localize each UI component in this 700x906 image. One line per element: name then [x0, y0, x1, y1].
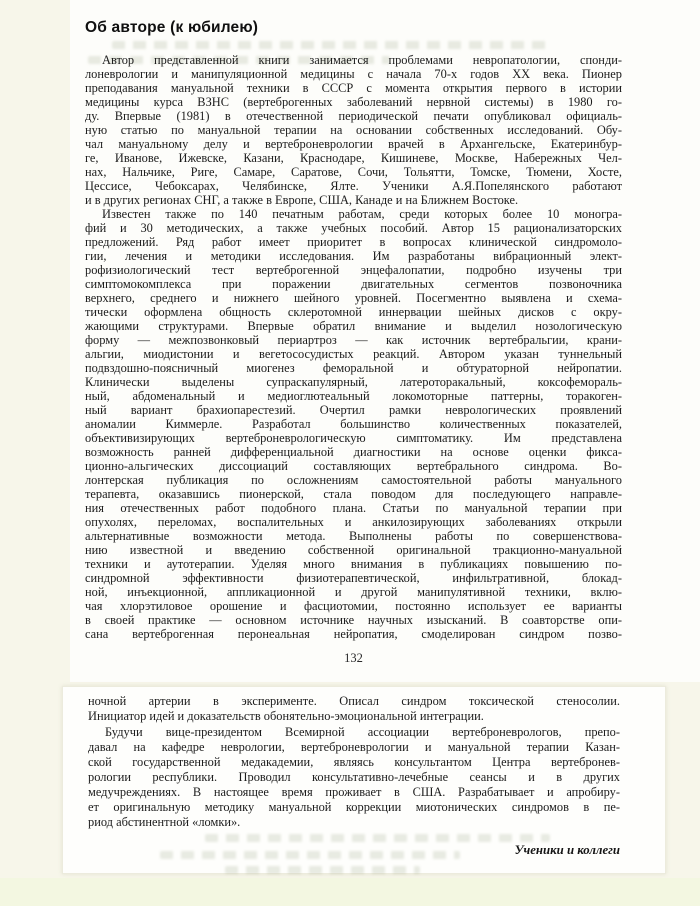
text-line: чал мануальному делу и вертеброневрологии врачей в Архангельске, Екатеринбур-	[85, 137, 622, 151]
text-line: ной, инъекционной, аппликационной и другой манипулятивной техники, вклю-	[85, 585, 622, 599]
text-line: Известен также по 140 печатным работам, среди которых более 10 моногра-	[102, 207, 622, 221]
text-line: верхнего, среднего и нижнего шейного уровней. Посегментно выявлена и схема-	[85, 291, 622, 305]
text-line: подвздошно-поясничный миогенез феморальной и обтураторной нейропатии.	[85, 361, 622, 375]
text-line: лонтерская публикация по осложнениям самостоятельной работы мануального	[85, 473, 622, 487]
text-line: опухолях, переломах, воспалительных и анкилозирующих заболеваниях открыли	[85, 515, 622, 529]
text-line: ния отечественных работ подобного плана. Статьи по мануальной терапии при	[85, 501, 622, 515]
text-line: риод абстинентной «ломки».	[88, 815, 241, 829]
text-line: жающими структурами. Впервые обратил внимание и выделил нозологическую	[85, 319, 622, 333]
text-line: ный вариант брахиопарестезий. Очертил рамки неврологических проявлений	[85, 403, 622, 417]
paragraph	[88, 694, 620, 724]
text-line: Клинически выделены супраскапулярный, латероторакальный, коксофемораль-	[85, 375, 622, 389]
text-line: медицины курса ВЗНС (вертеброгенных заболеваний нервной системы) в 1980 го-	[85, 95, 622, 109]
text-line: объективизирующих вертеброневрологическую симптоматику. Им представлена	[85, 431, 622, 445]
section-title: Об авторе (к юбилею)	[85, 19, 259, 36]
text-line: техники и аутотерапии. Уделяя много внимания в публикациях повышению по-	[85, 557, 622, 571]
main-text-block	[85, 53, 622, 641]
text-line: рологии республики. Проводил консультативно-лечебные сеансы и в других	[88, 770, 620, 784]
text-line: преподавания мануальной техники в СССР с момента открытия первого в истории	[85, 81, 622, 95]
text-line: предложений. Ряд работ имеет приоритет в вопросах клинической синдромоло-	[85, 235, 622, 249]
text-line: аномалии Киммерле. Разработал большинство количественных показателей,	[85, 417, 622, 431]
paragraph	[88, 725, 620, 830]
text-line: фий и 30 методических, а также учебных пособий. Автор 15 рационализаторских	[85, 221, 622, 235]
text-line: ской государственной медакадемии, являясь консультантом Центра вертебронев-	[88, 755, 620, 769]
text-line: альгии, миодистонии и вегетососудистых реакций. Автором указан туннельный	[85, 347, 622, 361]
text-line: синдромной эффективности физиотерапевтической, инфильтративной, блокад-	[85, 571, 622, 585]
text-line: ционно-альгических диссоциаций составляющих вертебрального синдрома. Во-	[85, 459, 622, 473]
text-line: Инициатор идей и доказательств обонятельно-эмоциональной интеграции.	[88, 709, 484, 723]
text-line: альтернативные возможности метода. Выполнены работы по совершенствова-	[85, 529, 622, 543]
text-line: нах, Нальчике, Риге, Самаре, Саратове, Сочи, Тольятти, Томске, Тюмени, Хосте,	[85, 165, 622, 179]
text-line: терапевта, оказавшись пионерской, стала поводом для последующего направле-	[85, 487, 622, 501]
scan-background-band	[0, 878, 700, 906]
text-line: ге, Иванове, Ижевске, Казани, Краснодаре, Кишиневе, Москве, Набережных Чел-	[85, 151, 622, 165]
paragraph	[85, 207, 622, 641]
text-line: возможность ранней дифференциальной диагностики на основе оценки фикса-	[85, 445, 622, 459]
text-line: ный, абдоменальный и медиоглютеальный локомоторные паттерны, торакоген-	[85, 389, 622, 403]
text-line: Цессисе, Чебоксарах, Челябинске, Ялте. Ученики А.Я.Попелянского работают	[85, 179, 622, 193]
text-line: лоневрологии и манипуляционной медицины с начала 70-х годов XX века. Пионер	[85, 67, 622, 81]
text-line: гии, лечения и методики исследования. Им разработаны вибрационный элект-	[85, 249, 622, 263]
signature-line: Ученики и коллеги	[514, 843, 620, 857]
text-line: ду. Впервые (1981) в отечественной периодической печати опубликовал официаль-	[85, 109, 622, 123]
continuation-text-block	[88, 694, 620, 830]
page-number: 132	[344, 651, 363, 665]
text-line: Будучи вице-президентом Всемирной ассоциации вертеброневрологов, препо-	[105, 725, 620, 739]
text-line: ночной артерии в эксперименте. Описал синдром токсической стеносолии.	[88, 694, 620, 708]
text-line: ет оригинальную методику мануальной коррекции миотонических синдромов в пе-	[88, 800, 620, 814]
text-line: симптомокомплекса при поражении двигательных сегментов позвоночника	[85, 277, 622, 291]
text-line: нию известной и введению собственной оригинальной тракционно-мануальной	[85, 543, 622, 557]
text-line: давал на кафедре неврологии, вертеброневрологии и мануальной терапии Казан-	[88, 740, 620, 754]
text-line: чая хлорэтиловое орошение и фасциотомии, постоянно использует ее варианты	[85, 599, 622, 613]
text-line: Автор представленной книги занимается проблемами невропатологии, спонди-	[102, 53, 622, 67]
text-line: ную статью по мануальной терапии на основании собственных исследований. Обу-	[85, 123, 622, 137]
text-line: медучреждениях. В настоящее время проживает в США. Разрабатывает и апробиру-	[88, 785, 620, 799]
paragraph	[85, 53, 622, 207]
text-line: форму — межпозвонковый периартроз — как источник вертебральгии, крани-	[85, 333, 622, 347]
text-line: в своей практике — основном источнике научных изысканий. В соавторстве опи-	[85, 613, 622, 627]
text-line: тически оформлена общность склеротомной иннервации шейных дисков с окру-	[85, 305, 622, 319]
text-line: и в других регионах СНГ, а также в Европе, США, Канаде и на Ближнем Востоке.	[85, 193, 519, 207]
text-line: рофизиологический тест вертеброгенной энцефалопатии, подробно изучены три	[85, 263, 622, 277]
text-line: сана вертеброгенная перонеальная нейропатия, смоделирован синдром позво-	[85, 627, 622, 641]
